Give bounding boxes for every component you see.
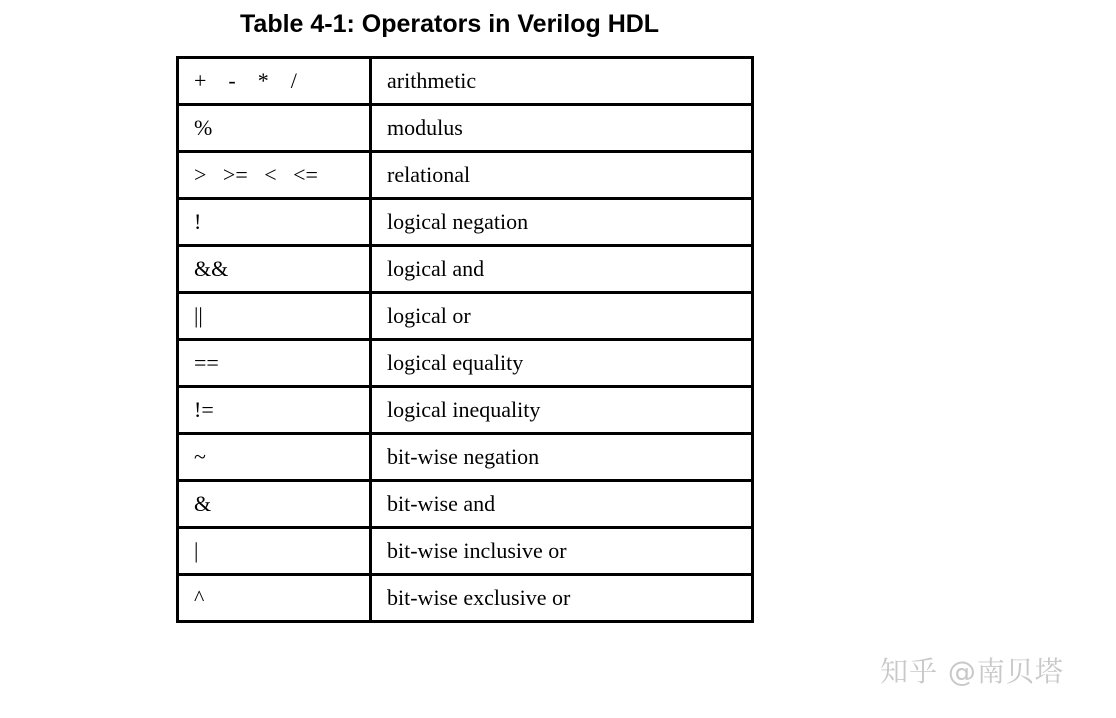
table-row bbox=[178, 528, 753, 575]
table-row bbox=[178, 575, 753, 622]
operator-cell: ~ bbox=[178, 434, 371, 481]
meaning-cell: logical and bbox=[371, 246, 753, 293]
table-row bbox=[178, 152, 753, 199]
operator-cell: == bbox=[178, 340, 371, 387]
table-row bbox=[178, 481, 753, 528]
meaning-cell: bit-wise inclusive or bbox=[371, 528, 753, 575]
meaning-cell: modulus bbox=[371, 105, 753, 152]
operator-cell: & bbox=[178, 481, 371, 528]
table-row bbox=[178, 340, 753, 387]
meaning-cell: bit-wise exclusive or bbox=[371, 575, 753, 622]
table-row bbox=[178, 293, 753, 340]
operator-cell: || bbox=[178, 293, 371, 340]
watermark: 知乎 @南贝塔 bbox=[880, 655, 1064, 688]
operator-cell: != bbox=[178, 387, 371, 434]
meaning-cell: logical or bbox=[371, 293, 753, 340]
operator-cell: | bbox=[178, 528, 371, 575]
meaning-cell: logical inequality bbox=[371, 387, 753, 434]
operator-cell: > >= < <= bbox=[178, 152, 371, 199]
meaning-cell: relational bbox=[371, 152, 753, 199]
meaning-cell: arithmetic bbox=[371, 58, 753, 105]
table-row bbox=[178, 246, 753, 293]
meaning-cell: logical equality bbox=[371, 340, 753, 387]
operator-cell: && bbox=[178, 246, 371, 293]
meaning-cell: logical negation bbox=[371, 199, 753, 246]
operators-table bbox=[176, 56, 754, 623]
table-row bbox=[178, 387, 753, 434]
meaning-cell: bit-wise and bbox=[371, 481, 753, 528]
table-row bbox=[178, 58, 753, 105]
operator-cell: ! bbox=[178, 199, 371, 246]
operator-cell: % bbox=[178, 105, 371, 152]
table-row bbox=[178, 199, 753, 246]
table-row bbox=[178, 434, 753, 481]
table-caption: Table 4-1: Operators in Verilog HDL bbox=[240, 10, 660, 38]
table-row bbox=[178, 105, 753, 152]
meaning-cell: bit-wise negation bbox=[371, 434, 753, 481]
operator-cell: + - * / bbox=[178, 58, 371, 105]
operator-cell: ^ bbox=[178, 575, 371, 622]
